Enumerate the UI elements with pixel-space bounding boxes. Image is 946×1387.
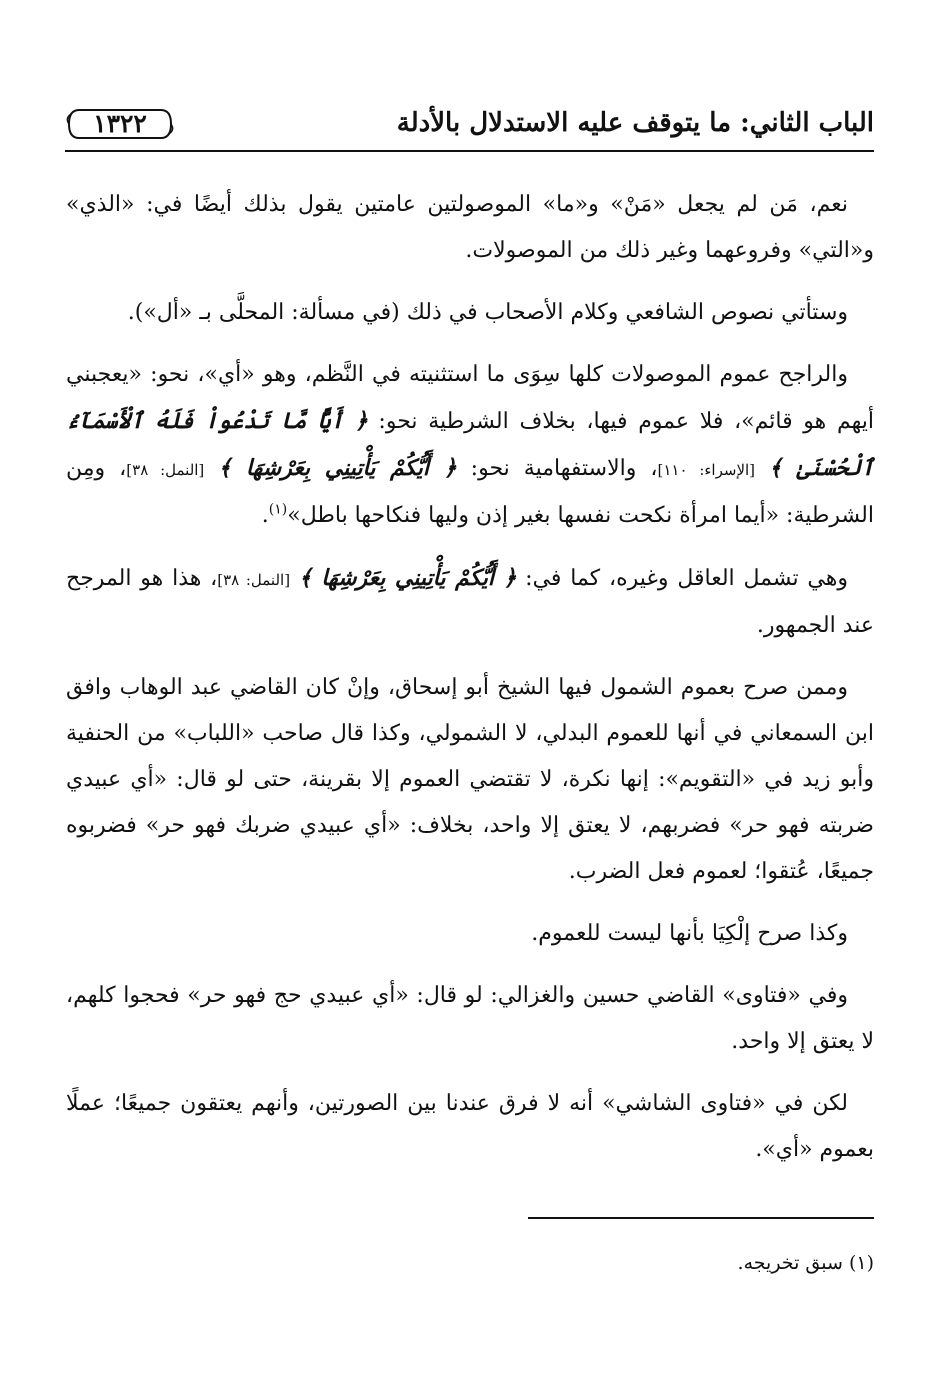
text-segment: وهي تشمل العاقل وغيره، كما في: bbox=[516, 566, 848, 591]
footnote: (١) سبق تخريجه. bbox=[737, 1252, 874, 1274]
verse-reference: [النمل: ٣٨] bbox=[126, 461, 205, 479]
paragraph-5: وممن صرح بعموم الشمول فيها الشيخ أبو إسحاق، وإنْ كان القاضي عبد الوهاب وافق ابن السمعاني في أنها للعموم البدلي، لا الشمولي، وكذا قال صاحب «اللباب» من الحنفية وأبو زيد في «التقويم»: إنها نكرة، لا تقتضي العموم إلا بقرينة، حتى لو قال: «أي عبيدي ضربته فهو حر» فضربهم، لا يعتق إلا واحد، بخلاف: «أي عبيدي ضربك فهو حر» فضربوه جميعًا، عُتقوا؛ لعموم فعل الضرب. bbox=[66, 675, 874, 884]
paragraph-6: وكذا صرح إلْكِيَا بأنها ليست للعموم. bbox=[531, 921, 848, 946]
paragraph-4 bbox=[66, 555, 874, 649]
verse-reference: [الإسراء: ١١٠] bbox=[657, 461, 756, 479]
main-text bbox=[66, 182, 874, 1189]
paragraph-1: نعم، مَن لم يجعل «مَنْ» و«ما» الموصولتين عامتين يقول بذلك أيضًا في: «الذي» و«التي» وفروعهما وغير ذلك من الموصولات. bbox=[66, 192, 874, 263]
chapter-title: الباب الثاني: ما يتوقف عليه الاستدلال بالأدلة bbox=[396, 108, 874, 138]
paragraph-3 bbox=[66, 352, 874, 539]
text-segment: ، والاستفهامية نحو: bbox=[456, 456, 658, 481]
text-segment: . bbox=[261, 503, 269, 528]
paragraph-7: وفي «فتاوى» القاضي حسين والغزالي: لو قال: «أي عبيدي حج فهو حر» فحجوا كلهم، لا يعتق إلا واحد. bbox=[66, 983, 874, 1054]
quran-quote: ﴿ أَيًّا مَّا تَدْعُواْ فَلَهُ ٱلْأَسْمَآءُ ٱلْحُسْنَىٰ ﴾ bbox=[66, 408, 874, 481]
footnote-marker[interactable]: (١) bbox=[268, 501, 288, 518]
quran-quote: ﴿ أَيُّكُمْ يَأْتِينِي بِعَرْشِهَا ﴾ bbox=[218, 455, 457, 481]
paragraph-8: لكن في «فتاوى الشاشي» أنه لا فرق عندنا بين الصورتين، وأنهم يعتقون جميعًا؛ عملًا بعموم «أي». bbox=[66, 1091, 874, 1162]
page-number-badge bbox=[65, 106, 175, 142]
page-number: ١٣٢٢ bbox=[93, 109, 147, 138]
text-segment: والراجح عموم الموصولات كلها سِوَى ما استثنيته في النَّظم، وهو «أي»، نحو: «يعجبني أيهم هو قائم»، فلا عموم فيها، بخلاف الشرطية نحو: bbox=[66, 362, 874, 434]
verse-reference: [النمل: ٣٨] bbox=[217, 571, 291, 589]
running-header bbox=[65, 102, 874, 148]
paragraph-2: وستأتي نصوص الشافعي وكلام الأصحاب في ذلك (في مسألة: المحلَّى بـ «أل»). bbox=[127, 300, 848, 325]
footnote-divider bbox=[528, 1217, 874, 1219]
header-divider bbox=[65, 150, 874, 152]
text-segment: ، ومِن الشرطية: «أيما امرأة نكحت نفسها بغير إذن وليها فنكاحها باطل» bbox=[66, 456, 874, 528]
text-segment: ، هذا هو المرجح عند الجمهور. bbox=[66, 566, 874, 638]
quran-quote: ﴿ أَيُّكُمْ يَأْتِينِي بِعَرْشِهَا ﴾ bbox=[298, 565, 517, 591]
